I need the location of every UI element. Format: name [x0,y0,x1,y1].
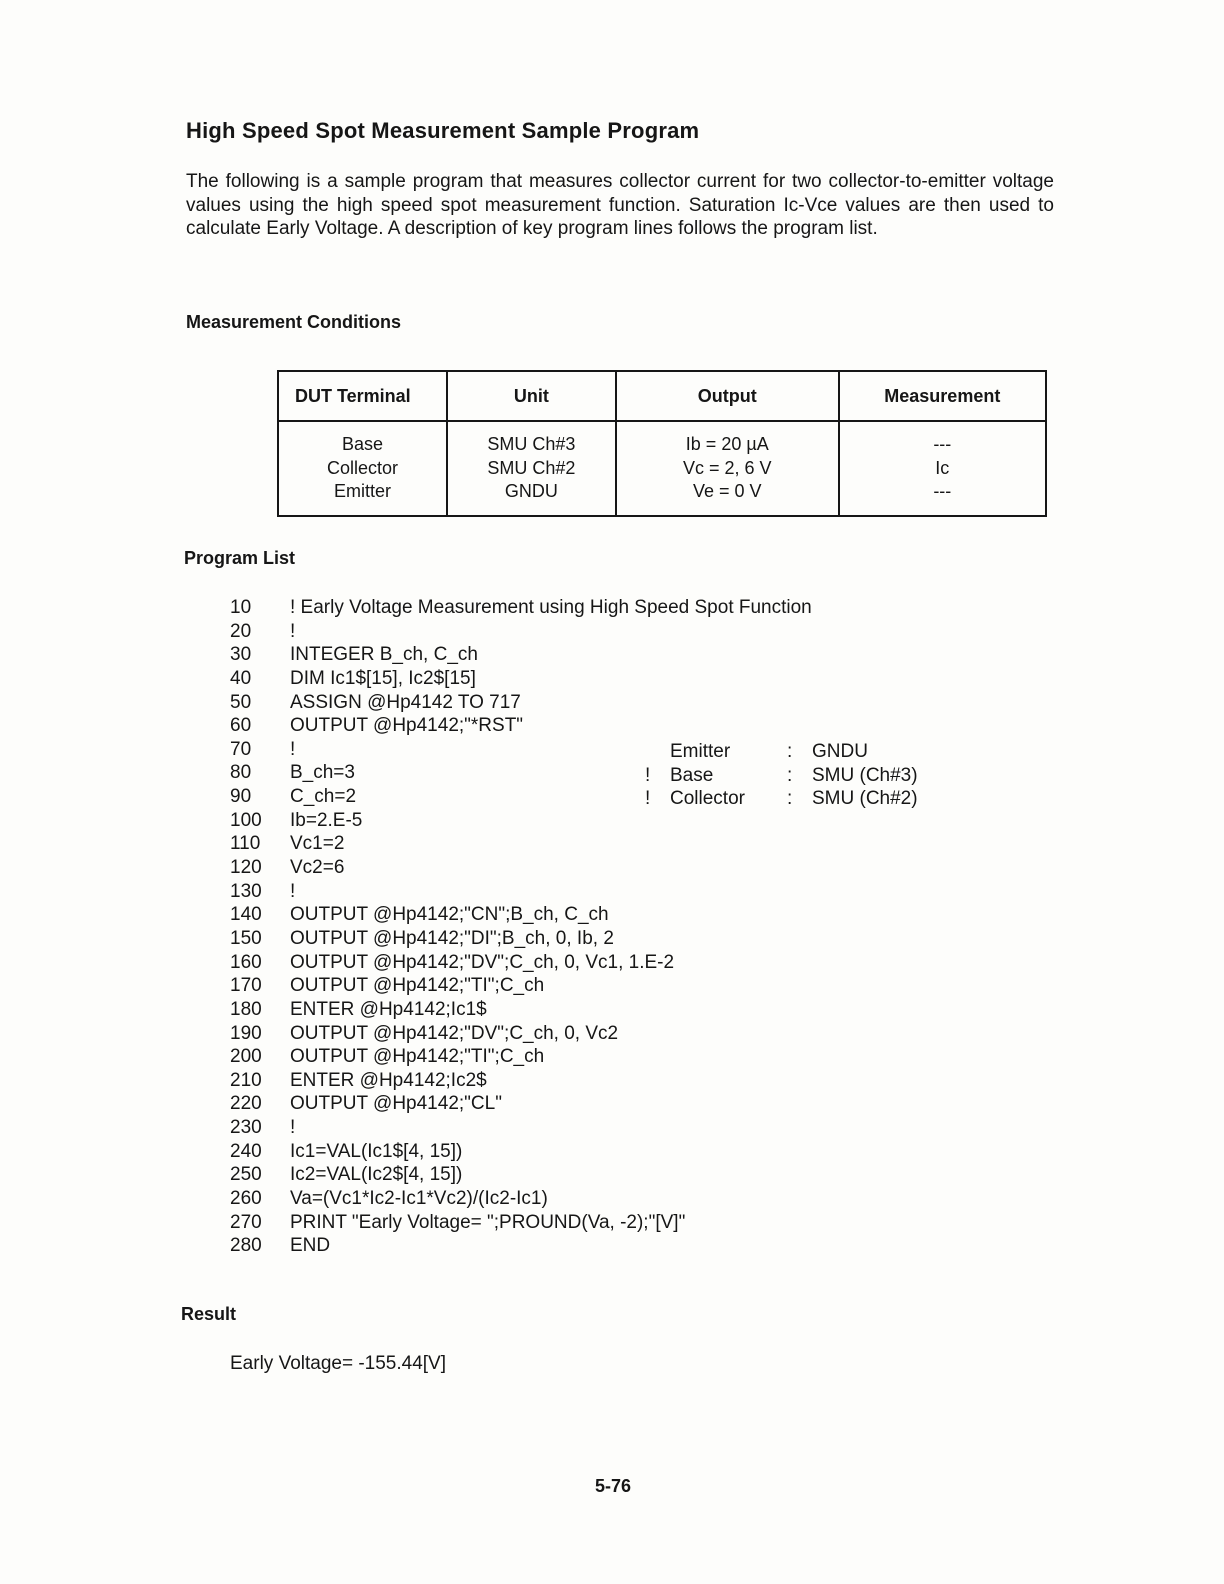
line-code: DIM Ic1$[15], Ic2$[15] [290,667,476,689]
terminal-cell [278,421,447,516]
line-number: 100 [230,809,262,831]
line-code: ! Early Voltage Measurement using High Speed Spot Function [290,597,812,618]
line-code: OUTPUT @Hp4142;"DV";C_ch, 0, Vc2 [290,1022,619,1044]
measurement-collector: Ic [935,457,950,478]
header-dut-terminal: DUT Terminal [278,371,447,421]
table-header-row [278,371,1046,421]
terminal-emitter: Emitter [333,481,391,502]
output-collector: Vc = 2, 6 V [682,457,772,478]
line-number: 230 [230,1117,262,1139]
line-number: 80 [230,762,252,784]
line-code: OUTPUT @Hp4142;"CL" [290,1093,502,1115]
line-code: ! [290,738,296,760]
output-cell [616,421,839,516]
line-number: 70 [230,738,252,760]
line-code: C_ch=2 [290,786,357,808]
assignment-colon: : [787,764,793,786]
line-number: 120 [230,857,262,879]
line-code: Va=(Vc1*Ic2-Ic1*Vc2)/(Ic2-Ic1) [290,1188,548,1210]
line-code: Ib=2.E-5 [290,809,363,831]
output-base: Ib = 20 µA [685,434,769,455]
line-number: 280 [230,1235,262,1257]
unit-cell [447,421,616,516]
line-code: ! [290,880,296,902]
line-number: 20 [230,620,252,642]
result-heading: Result [181,1304,237,1324]
line-number: 220 [230,1093,262,1115]
intro-paragraph: The following is a sample program that measures collector current for two collector-to-emitter voltage values using the high speed spot measurement function. Saturation Ic-Vce values are then used to calculate Early Voltage. A description of key program lines follows the program list. [186,171,1054,239]
line-code: ENTER @Hp4142;Ic1$ [290,998,487,1020]
line-code: OUTPUT @Hp4142;"TI";C_ch [290,1046,545,1068]
result-text: Early Voltage= -155.44[V] [230,1353,447,1374]
header-unit: Unit [447,371,616,421]
assignment-unit: SMU (Ch#3) [812,764,918,786]
unit-base: SMU Ch#3 [487,434,576,455]
line-number: 50 [230,691,252,713]
line-number: 200 [230,1046,262,1068]
line-code: OUTPUT @Hp4142;"DV";C_ch, 0, Vc1, 1.E-2 [290,951,675,973]
assignment-unit: GNDU [812,741,868,762]
assignment-colon: : [787,788,793,810]
header-output: Output [616,371,839,421]
line-code: ! [290,1117,296,1139]
line-number: 130 [230,880,262,902]
line-number: 110 [230,833,261,855]
line-number: 90 [230,786,252,808]
terminal-base: Base [341,434,383,455]
line-code: OUTPUT @Hp4142;"CN";B_ch, C_ch [290,904,609,926]
line-code: OUTPUT @Hp4142;"*RST" [290,715,524,737]
unit-collector: SMU Ch#2 [487,457,576,478]
measurement-conditions-table [277,370,1047,517]
unit-emitter: GNDU [504,481,558,502]
output-emitter: Ve = 0 V [692,481,762,502]
line-number: 250 [230,1164,262,1186]
line-number: 160 [230,951,262,973]
line-number: 270 [230,1211,262,1233]
program-list-heading: Program List [184,548,296,568]
line-number: 180 [230,998,262,1020]
measurement-cell [839,421,1046,516]
terminal-collector: Collector [326,457,398,478]
line-code: OUTPUT @Hp4142;"TI";C_ch [290,975,545,997]
line-code: Ic2=VAL(Ic2$[4, 15]) [290,1164,463,1186]
assignment-terminal: Base [670,764,714,786]
line-code: Vc1=2 [290,833,345,855]
line-code: END [290,1235,331,1257]
assignment-unit: SMU (Ch#2) [812,788,918,810]
assignment-terminal: Emitter [670,741,731,762]
line-number: 150 [230,927,262,949]
line-code: B_ch=3 [290,762,355,784]
line-number: 210 [230,1069,262,1091]
measurement-emitter: --- [933,481,952,502]
line-code: OUTPUT @Hp4142;"DI";B_ch, 0, Ib, 2 [290,927,614,949]
line-number: 40 [230,667,252,689]
assignment-colon: : [787,741,793,762]
line-number: 240 [230,1140,262,1162]
header-measurement: Measurement [839,371,1046,421]
line-code: ! [290,620,296,642]
assignment-terminal: Collector [670,788,745,810]
line-code: PRINT "Early Voltage= ";PROUND(Va, -2);"[V]" [290,1211,686,1233]
line-number: 60 [230,715,252,737]
line-number: 170 [230,975,262,997]
line-code: Ic1=VAL(Ic1$[4, 15]) [290,1140,463,1162]
line-code: INTEGER B_ch, C_ch [290,644,478,666]
table-row [278,421,1046,516]
page-number: 5-76 [595,1476,632,1496]
line-number: 190 [230,1022,262,1044]
line-number: 260 [230,1188,262,1210]
comment-mark: ! [645,788,651,810]
line-code: ENTER @Hp4142;Ic2$ [290,1069,487,1091]
page-title: High Speed Spot Measurement Sample Program [186,118,700,143]
line-code: ASSIGN @Hp4142 TO 717 [290,691,521,713]
measurement-conditions-heading: Measurement Conditions [186,312,402,332]
comment-mark: ! [645,764,651,786]
line-code: Vc2=6 [290,857,345,879]
line-number: 140 [230,904,262,926]
line-number: 30 [230,644,252,666]
measurement-base: --- [933,434,952,455]
line-number: 10 [230,597,252,618]
